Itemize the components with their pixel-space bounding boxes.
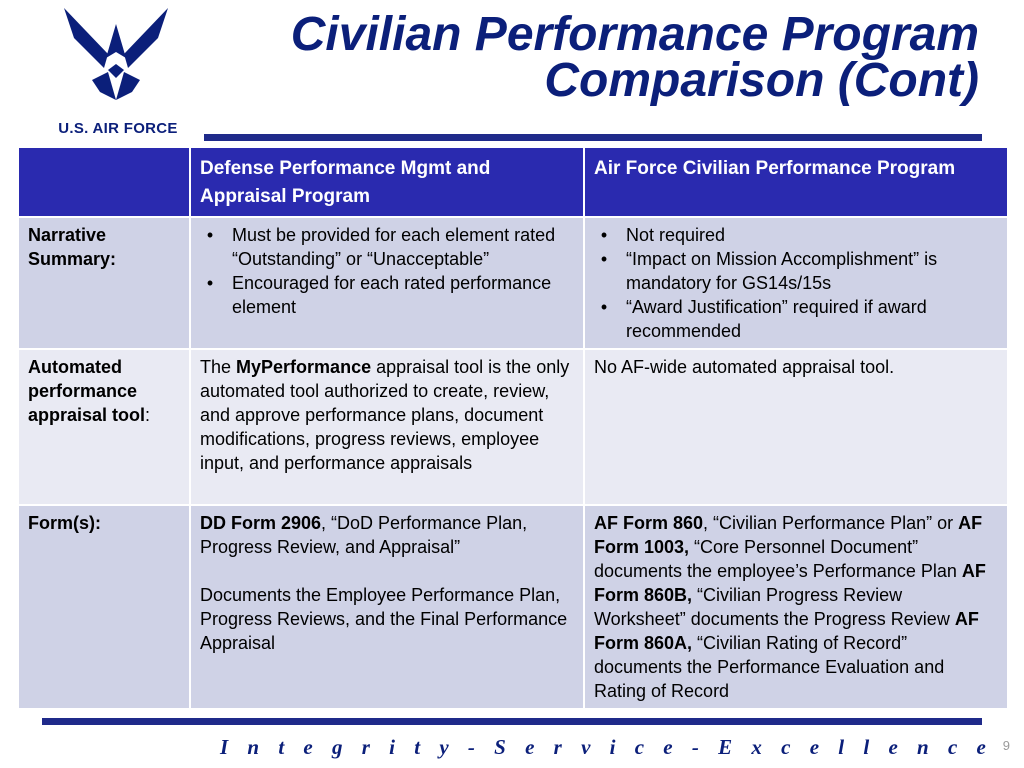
row-label-forms: Form(s): — [18, 505, 190, 709]
cell-af-forms: AF Form 860, “Civilian Performance Plan” or AF Form 1003, “Core Personnel Document” documents the employee’s Performance Plan AF Form 860B, “Civilian Progress Review Worksheet” documents the Progress Review AF Form 860A, “Civilian Rating of Record” documents the Performance Evaluation and Rating of Record — [584, 505, 1008, 709]
list-item: • Must be provided for each element rated “Outstanding” or “Unacceptable” — [206, 225, 556, 269]
list-item: • “Award Justification” required if award recommended — [600, 297, 927, 341]
table-row — [18, 349, 1008, 505]
list-item: • Not required — [600, 225, 726, 245]
cell-dpmap-automated-tool: The MyPerformance appraisal tool is the only automated tool authorized to create, review, and approve performance plans, document modifications, progress reviews, employee input, and performance appraisals — [190, 349, 584, 505]
cell-dpmap-narrative — [190, 217, 584, 349]
logo-wordmark: U.S. AIR FORCE — [58, 120, 178, 137]
bottom-divider — [42, 718, 982, 725]
table-row — [18, 217, 1008, 349]
footer-motto: I n t e g r i t y - S e r v i c e - E x c e l l e n c e — [220, 735, 993, 759]
comparison-table — [17, 146, 1009, 710]
header-empty — [18, 147, 190, 217]
air-force-logo — [38, 8, 198, 137]
title-line-1: Civilian Performance Program — [290, 8, 979, 61]
slide-title — [290, 8, 979, 107]
cell-dpmap-forms: DD Form 2906, “DoD Performance Plan, Progress Review, and Appraisal” Documents the Employee Performance Plan, Progress Reviews, and the Final Performance Appraisal — [190, 505, 584, 709]
air-force-wings-icon — [64, 8, 168, 100]
cell-af-automated-tool: No AF-wide automated appraisal tool. — [584, 349, 1008, 505]
page-number: 9 — [1002, 738, 1010, 753]
header-dpmap: Defense Performance Mgmt and Appraisal Program — [190, 147, 584, 217]
row-label-automated-tool: Automated performance appraisal tool: — [18, 349, 190, 505]
title-line-2: Comparison (Cont) — [544, 54, 979, 107]
table-header-row — [18, 147, 1008, 217]
row-label-narrative: Narrative Summary: — [18, 217, 190, 349]
table-row — [18, 505, 1008, 709]
top-divider — [204, 134, 982, 141]
header-af-program: Air Force Civilian Performance Program — [584, 147, 1008, 217]
cell-af-narrative — [584, 217, 1008, 349]
list-item: • Encouraged for each rated performance element — [206, 273, 552, 317]
list-item: • “Impact on Mission Accomplishment” is mandatory for GS14s/15s — [600, 249, 938, 293]
